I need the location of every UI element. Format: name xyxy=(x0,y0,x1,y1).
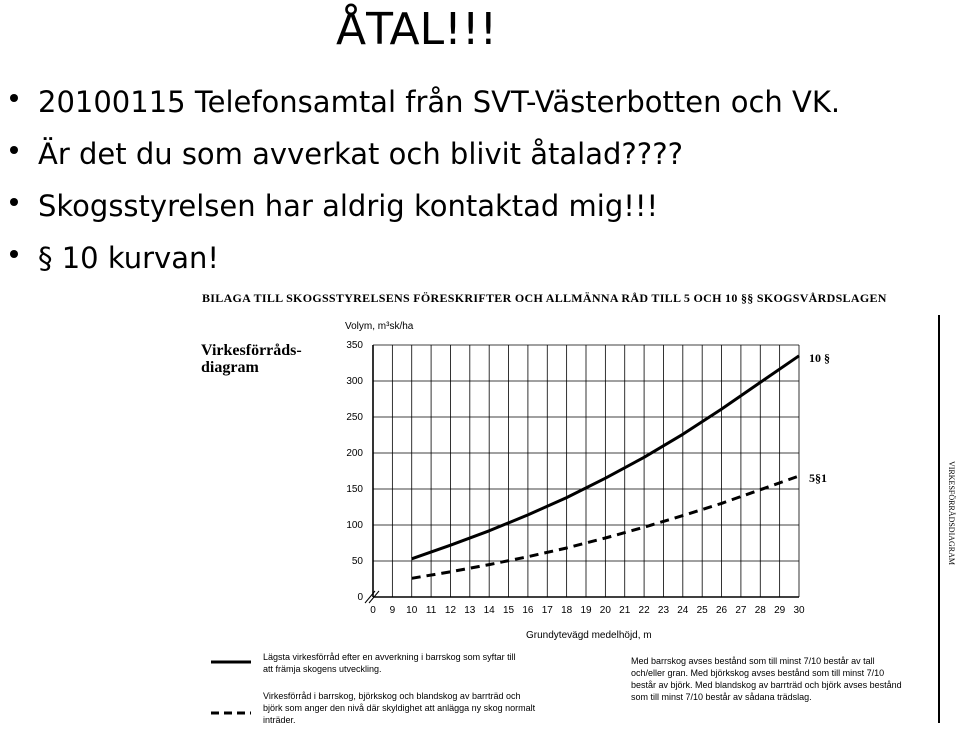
bullet-dot xyxy=(10,198,18,206)
y-tick-label: 300 xyxy=(346,376,363,387)
x-tick-label: 19 xyxy=(580,605,592,616)
y-tick-label: 250 xyxy=(346,412,363,423)
y-tick-label: 150 xyxy=(346,484,363,495)
x-tick-label: 13 xyxy=(464,605,476,616)
legend-solid-text-2: att främja skogens utveckling. xyxy=(263,664,382,674)
x-tick-label: 25 xyxy=(696,605,708,616)
y-tick-label: 0 xyxy=(357,592,363,603)
bullet-text: Skogsstyrelsen har aldrig kontaktad mig!!! xyxy=(38,189,659,223)
x-tick-label: 9 xyxy=(389,605,396,616)
x-tick-label: 18 xyxy=(561,605,573,616)
vertical-label: VIRKESFÖRRÅDSDIAGRAM xyxy=(947,461,956,566)
x-tick-label: 20 xyxy=(599,605,611,616)
y-tick-label: 100 xyxy=(346,520,363,531)
bullet-text: § 10 kurvan! xyxy=(38,241,219,275)
legend-dashed-text-2: björk som anger den nivå där skyldighet att anlägga ny skog normalt xyxy=(263,703,536,713)
x-tick-label: 16 xyxy=(522,605,534,616)
bullet-text: Är det du som avverkat och blivit åtalad???? xyxy=(38,137,683,171)
x-tick-labels xyxy=(370,605,805,616)
note-text-4: som till minst 7/10 består av sådana trädslag. xyxy=(631,692,812,702)
legend-solid-text-1: Lägsta virkesförråd efter en avverkning i barrskog som syftar till xyxy=(263,652,516,662)
note-text-1: Med barrskog avses bestånd som till minst 7/10 består av tall xyxy=(631,656,875,666)
y-tick-label: 50 xyxy=(351,556,363,567)
x-tick-label: 0 xyxy=(370,605,376,616)
bullet-list xyxy=(0,82,959,290)
note-text-2: och/eller gran. Med björkskog avses bestånd som till minst 7/10 xyxy=(631,668,885,678)
x-tick-label: 17 xyxy=(541,605,553,616)
volume-chart xyxy=(195,283,959,737)
x-tick-label: 22 xyxy=(638,605,650,616)
legend-dashed-text-3: inträder. xyxy=(263,715,296,725)
x-tick-label: 29 xyxy=(774,605,786,616)
x-tick-label: 23 xyxy=(657,605,670,616)
x-tick-label: 28 xyxy=(754,605,766,616)
side-title-line1: Virkesförråds- xyxy=(201,342,302,359)
figure-header: BILAGA TILL SKOGSSTYRELSENS FÖRESKRIFTER OCH ALLMÄNNA RÅD TILL 5 OCH 10 §§ SKOGSVÅRDSLAGEN xyxy=(202,291,887,305)
x-tick-label: 27 xyxy=(735,605,747,616)
x-tick-label: 10 xyxy=(406,605,418,616)
legend-dashed-text-1: Virkesförråd i barrskog, björkskog och blandskog av barrträd och xyxy=(263,691,521,701)
side-title-line2: diagram xyxy=(201,359,259,376)
x-tick-label: 14 xyxy=(483,605,495,616)
x-tick-label: 21 xyxy=(619,605,631,616)
scanned-chart-figure xyxy=(195,283,959,737)
bullet-dot xyxy=(10,250,18,258)
bullet-dot xyxy=(10,94,18,102)
x-tick-label: 24 xyxy=(677,605,689,616)
series-label: 10 § xyxy=(809,350,830,365)
y-tick-label: 200 xyxy=(346,448,363,459)
bullet-item xyxy=(0,134,959,186)
y-tick-label: 350 xyxy=(346,340,363,351)
bullet-dot xyxy=(10,146,18,154)
bullet-text: 20100115 Telefonsamtal från SVT-Västerbotten och VK. xyxy=(38,85,841,119)
series-label: 5§1 xyxy=(809,471,827,486)
bullet-item xyxy=(0,82,959,134)
slide-title: ÅTAL!!! xyxy=(336,4,498,55)
x-tick-label: 15 xyxy=(502,605,515,616)
x-tick-label: 11 xyxy=(425,605,437,616)
y-axis-label: Volym, m³sk/ha xyxy=(345,321,414,332)
x-tick-label: 30 xyxy=(793,605,805,616)
note-text-3: består av björk. Med blandskog av barrträd och björk avses bestånd xyxy=(631,680,902,690)
bullet-item xyxy=(0,186,959,238)
x-tick-label: 12 xyxy=(444,605,457,616)
y-tick-labels xyxy=(346,340,363,603)
series-labels xyxy=(809,351,830,485)
x-axis-label: Grundytevägd medelhöjd, m xyxy=(526,630,652,641)
chart-grid xyxy=(373,345,799,597)
x-tick-label: 26 xyxy=(715,605,728,616)
